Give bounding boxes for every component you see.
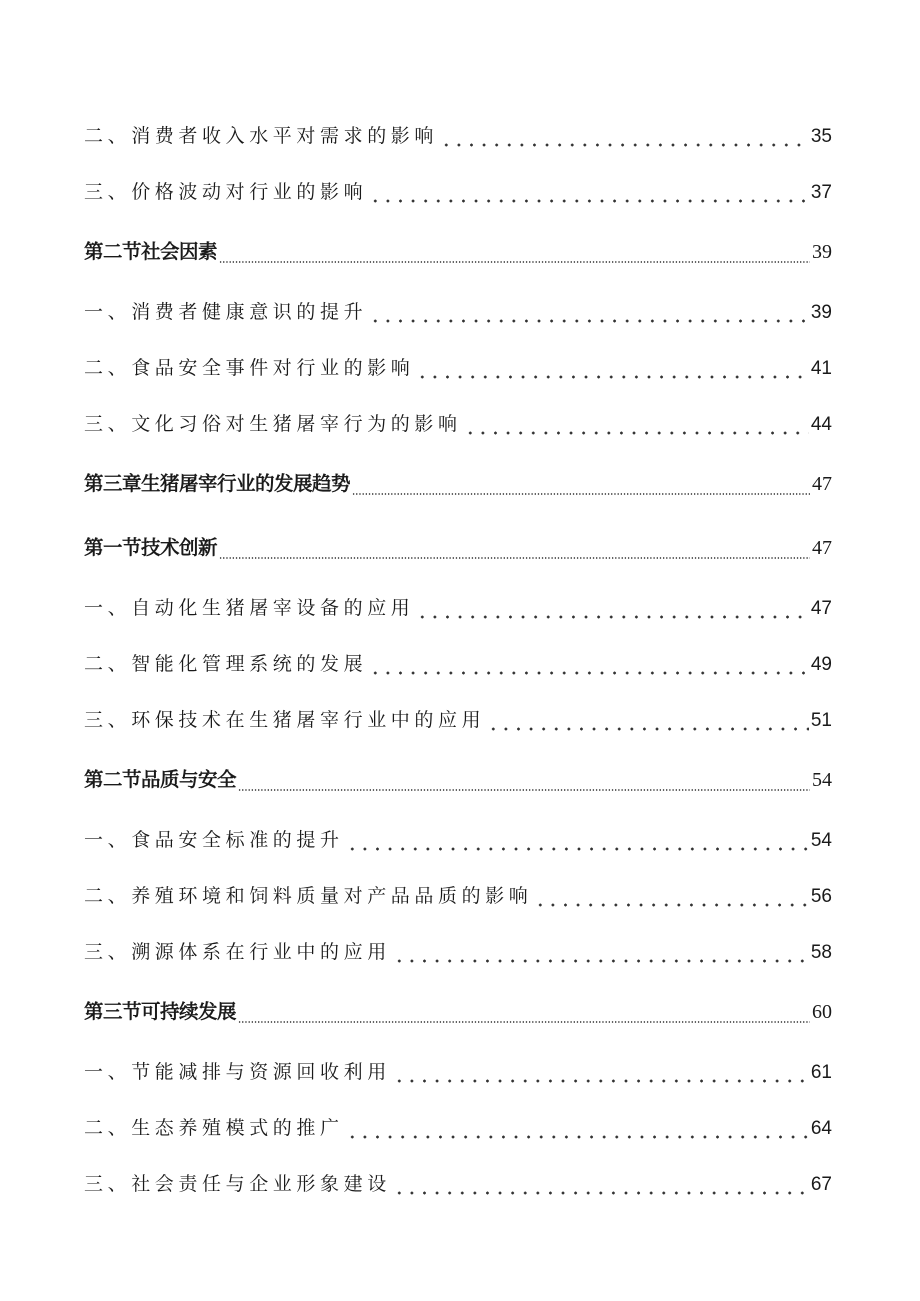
toc-entry-page: 39 xyxy=(812,241,832,263)
toc-entry[interactable] xyxy=(84,1110,832,1140)
toc-entry-page: 47 xyxy=(812,537,832,559)
toc-dot-leader xyxy=(393,1174,809,1196)
toc-entry[interactable] xyxy=(84,646,832,676)
toc-entry-title: 第三节可持续发展 xyxy=(84,1000,237,1023)
toc-dot-leader xyxy=(369,302,809,324)
toc-entry-title: 二、食品安全事件对行业的影响 xyxy=(84,357,415,379)
toc-entry[interactable] xyxy=(84,118,832,148)
toc-entry-page: 47 xyxy=(812,473,832,495)
toc-dot-leader xyxy=(369,182,809,204)
toc-entry[interactable] xyxy=(84,934,832,964)
toc-dot-leader xyxy=(534,886,808,908)
toc-entry-title: 一、节能减排与资源回收利用 xyxy=(84,1061,391,1083)
toc-entry[interactable] xyxy=(84,174,832,204)
toc-entry-title: 一、食品安全标准的提升 xyxy=(84,829,344,851)
toc-section-entry[interactable] xyxy=(84,994,832,1024)
toc-dot-leader xyxy=(416,358,808,380)
toc-entry-page: 51 xyxy=(810,710,832,731)
toc-entry-title: 第三章生猪屠宰行业的发展趋势 xyxy=(84,472,351,495)
toc-dot-leader xyxy=(238,770,810,792)
toc-entry-title: 三、溯源体系在行业中的应用 xyxy=(84,941,391,963)
toc-dot-leader xyxy=(352,474,810,496)
toc-chapter-entry[interactable] xyxy=(84,466,832,496)
toc-entry-page: 54 xyxy=(812,769,832,791)
toc-entry-page: 44 xyxy=(810,414,832,435)
toc-entry-title: 第二节社会因素 xyxy=(84,240,218,263)
toc-entry-title: 二、生态养殖模式的推广 xyxy=(84,1117,344,1139)
toc-dot-leader xyxy=(346,1118,809,1140)
toc-dot-leader xyxy=(487,710,809,732)
toc-entry-page: 54 xyxy=(810,830,832,851)
toc-entry-title: 三、文化习俗对生猪屠宰行为的影响 xyxy=(84,413,462,435)
toc-dot-leader xyxy=(219,538,810,560)
toc-entry-page: 60 xyxy=(812,1001,832,1023)
toc-entry[interactable] xyxy=(84,1054,832,1084)
toc-entry[interactable] xyxy=(84,878,832,908)
toc-entry-title: 一、消费者健康意识的提升 xyxy=(84,301,368,323)
toc-entry-title: 二、养殖环境和饲料质量对产品品质的影响 xyxy=(84,885,533,907)
toc-dot-leader xyxy=(393,942,809,964)
toc-entry-title: 第二节品质与安全 xyxy=(84,768,237,791)
toc-dot-leader xyxy=(464,414,809,436)
toc-dot-leader xyxy=(238,1002,810,1024)
toc-entry[interactable] xyxy=(84,590,832,620)
toc-dot-leader xyxy=(369,654,809,676)
toc-entry-title: 三、环保技术在生猪屠宰行业中的应用 xyxy=(84,709,486,731)
toc-dot-leader xyxy=(416,598,808,620)
toc-entry-page: 47 xyxy=(810,598,832,619)
toc-entry-page: 49 xyxy=(810,654,832,675)
toc-dot-leader xyxy=(440,126,809,148)
toc-entry-page: 56 xyxy=(810,886,832,907)
toc-entry[interactable] xyxy=(84,1166,832,1196)
toc-entry[interactable] xyxy=(84,350,832,380)
toc-entry[interactable] xyxy=(84,822,832,852)
toc-entry-title: 二、智能化管理系统的发展 xyxy=(84,653,368,675)
toc-entry-title: 一、自动化生猪屠宰设备的应用 xyxy=(84,597,415,619)
toc-section-entry[interactable] xyxy=(84,762,832,792)
toc-entry-page: 64 xyxy=(810,1118,832,1139)
toc-entry-page: 67 xyxy=(810,1174,832,1195)
toc-section-entry[interactable] xyxy=(84,530,832,560)
toc-entry-page: 58 xyxy=(810,942,832,963)
toc-entry-title: 三、价格波动对行业的影响 xyxy=(84,181,368,203)
toc-dot-leader xyxy=(393,1062,809,1084)
toc-entry[interactable] xyxy=(84,406,832,436)
toc-entry[interactable] xyxy=(84,702,832,732)
toc-section-entry[interactable] xyxy=(84,234,832,264)
toc-entry-page: 39 xyxy=(810,302,832,323)
toc-entry-page: 37 xyxy=(810,182,832,203)
toc-entry-page: 41 xyxy=(810,358,832,379)
toc-entry-page: 35 xyxy=(810,126,832,147)
toc-dot-leader xyxy=(219,242,810,264)
toc-entry-title: 三、社会责任与企业形象建设 xyxy=(84,1173,391,1195)
toc-entry[interactable] xyxy=(84,294,832,324)
toc-dot-leader xyxy=(346,830,809,852)
toc-entry-title: 二、消费者收入水平对需求的影响 xyxy=(84,125,439,147)
toc-entry-title: 第一节技术创新 xyxy=(84,536,218,559)
toc-entry-page: 61 xyxy=(810,1062,832,1083)
